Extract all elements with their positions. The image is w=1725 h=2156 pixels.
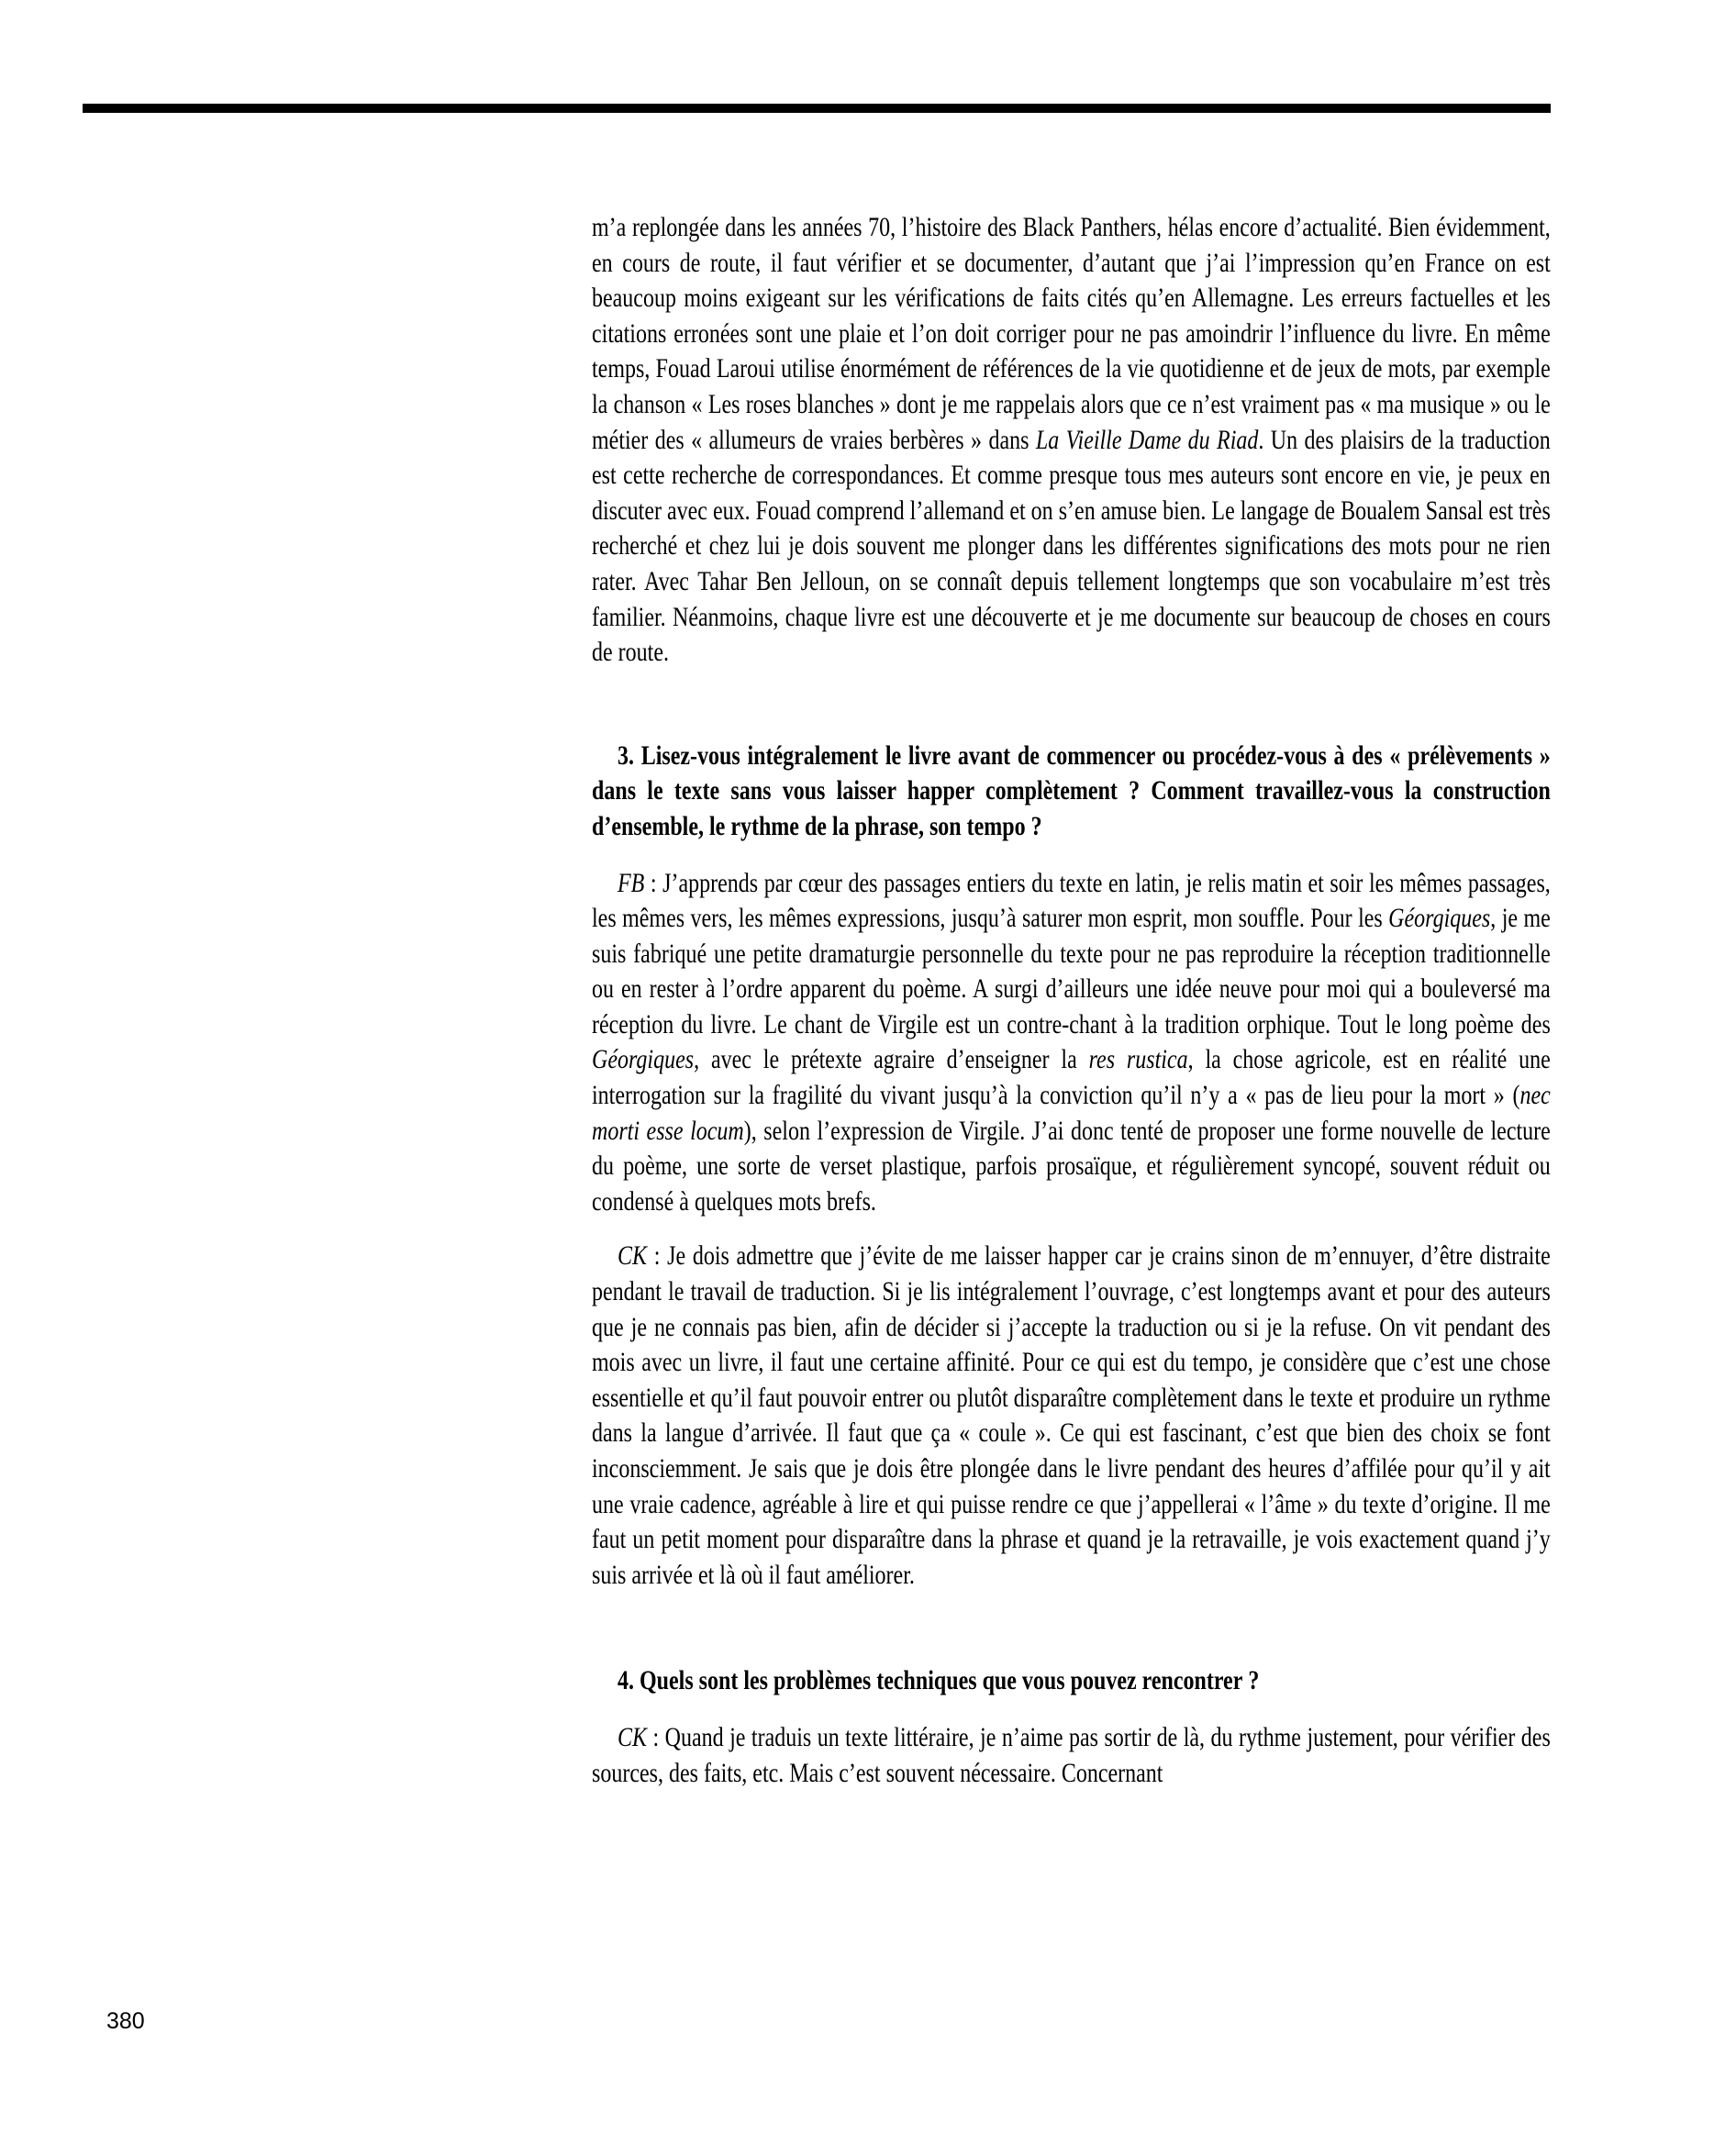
header-rule [83, 104, 1551, 113]
text-column [592, 210, 1551, 1791]
answer-fb-paragraph: FB : J’apprends par cœur des passages entiers du texte en latin, je relis matin et soir les mêmes passages, les mêmes vers, les mêmes expressions, jusqu’à saturer mon esprit, mon souffle. Pour les Géorgiques, je me suis fabriqué une petite dramaturgie personnelle du texte pour ne pas reproduire la réception traditionnelle ou en rester à l’ordre apparent du poème. A surgi d’ailleurs une idée neuve pour moi qui a bouleversé ma réception du livre. Le chant de Virgile est un contre-chant à la tradition orphique. Tout le long poème des Géorgiques, avec le prétexte agraire d’enseigner la res rustica, la chose agricole, est en réalité une interrogation sur la fragilité du vivant jusqu’à la conviction qu’il n’y a « pas de lieu pour la mort » (nec morti esse locum), selon l’expression de Virgile. J’ai donc tenté de proposer une forme nouvelle de lecture du poème, une sorte de verset plastique, parfois prosaïque, et régulièrement syncopé, souvent réduit ou condensé à quelques mots brefs. [592, 867, 1551, 1217]
question-4-heading: 4. Quels sont les problèmes techniques que vous pouvez rencontrer ? [618, 1665, 1260, 1696]
question-3-heading: 3. Lisez-vous intégralement le livre avant de commencer ou procédez-vous à des « prélèvements » dans le texte sans vous laisser happer complètement ? Comment travaillez-vous la construction d’ensemble, le rythme de la phrase, son tempo ? [592, 739, 1551, 841]
page-number: 380 [106, 2008, 145, 2034]
answer-ck-paragraph: CK : Je dois admettre que j’évite de me laisser happer car je crains sinon de m’ennuyer, d’être distraite pendant le travail de traduction. Si je lis intégralement l’ouvrage, c’est longtemps avant et pour des auteurs que je ne connais pas bien, afin de décider si j’accepte la traduction ou si je la refuse. On vit pendant des mois avec un livre, il faut une certaine affinité. Pour ce qui est du tempo, je considère que c’est une chose essentielle et qu’il faut pouvoir entrer ou plutôt disparaître complètement dans le texte et produire un rythme dans la langue d’arrivée. Il faut que ça « coule ». Ce qui est fascinant, c’est que bien des choix se font inconsciemment. Je sais que je dois être plongée dans le livre pendant des heures d’affilée pour qu’il y ait une vraie cadence, agréable à lire et qui puisse rendre ce que j’appellerai « l’âme » du texte d’origine. Il me faut un petit moment pour disparaître dans la phrase et quand je la retravaille, je vois exactement quand j’y suis arrivée et là où il faut améliorer. [592, 1240, 1551, 1590]
answer-ck2-paragraph: CK : Quand je traduis un texte littéraire, je n’aime pas sortir de là, du rythme justement, pour vérifier des sources, des faits, etc. Mais c’est souvent nécessaire. Concernant [592, 1721, 1551, 1788]
paragraph-continuation: m’a replongée dans les années 70, l’histoire des Black Panthers, hélas encore d’actualité. Bien évidemment, en cours de route, il faut vérifier et se documenter, d’autant que j’ai l’impression qu’en France on est beaucoup moins exigeant sur les vérifications de faits cités qu’en Allemagne. Les erreurs factuelles et les citations erronées sont une plaie et l’on doit corriger pour ne pas amoindrir l’influence du livre. En même temps, Fouad Laroui utilise énormément de références de la vie quotidienne et de jeux de mots, par exemple la chanson « Les roses blanches » dont je me rappelais alors que ce n’est vraiment pas « ma musique » ou le métier des « allumeurs de vraies berbères » dans La Vieille Dame du Riad. Un des plaisirs de la traduction est cette recherche de correspondances. Et comme presque tous mes auteurs sont encore en vie, je peux en discuter avec eux. Fouad comprend l’allemand et on s’en amuse bien. Le langage de Boualem Sansal est très recherché et chez lui je dois souvent me plonger dans les différentes significations des mots pour ne rien rater. Avec Tahar Ben Jelloun, on se connaît depuis tellement longtemps que son vocabulaire m’est très familier. Néanmoins, chaque livre est une découverte et je me documente sur beaucoup de choses en cours de route. [592, 212, 1551, 668]
